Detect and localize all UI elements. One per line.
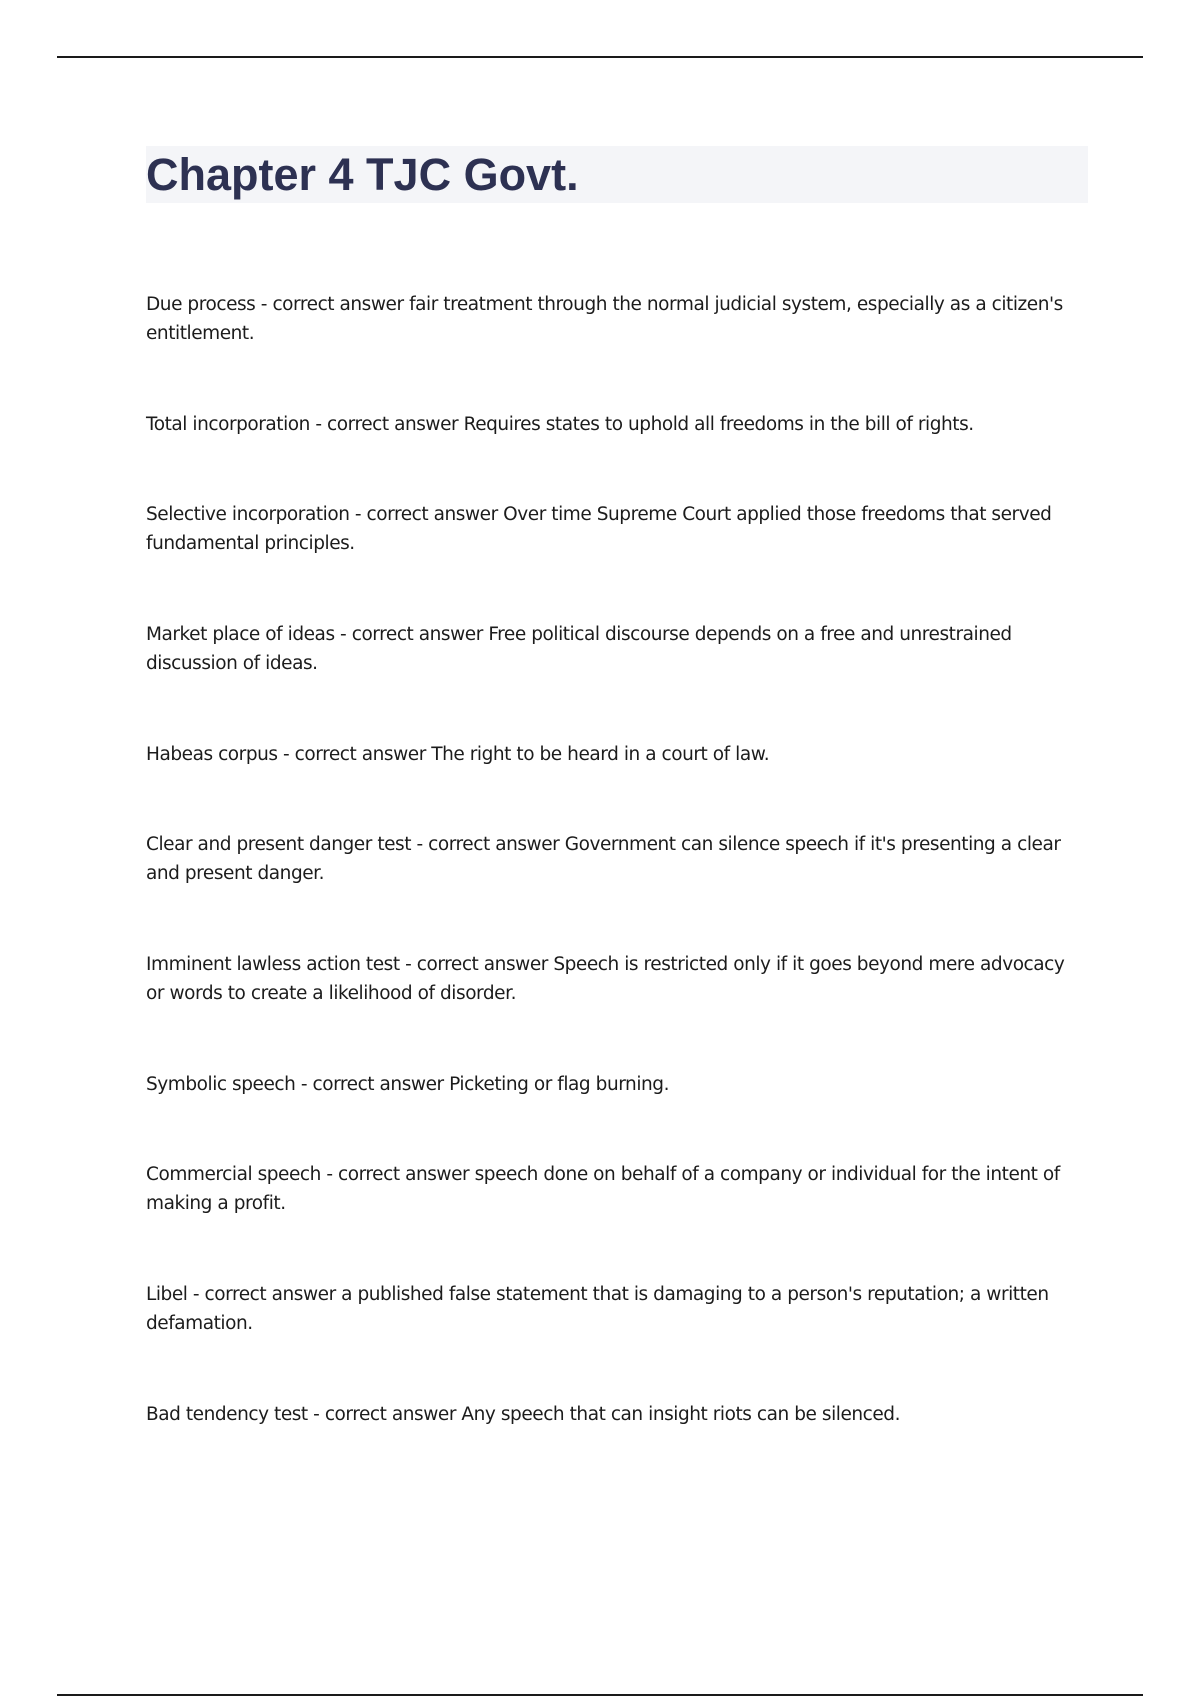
entry-selective-incorporation: Selective incorporation - correct answer Over time Supreme Court applied those freedoms that served fundamental principles. bbox=[146, 504, 1052, 554]
entry-due-process: Due process - correct answer fair treatment through the normal judicial system, especially as a citizen's entitlement. bbox=[146, 294, 1063, 344]
page-title: Chapter 4 TJC Govt. bbox=[146, 149, 579, 200]
entry-habeas-corpus: Habeas corpus - correct answer The right to be heard in a court of law. bbox=[146, 744, 770, 765]
top-rule bbox=[57, 56, 1143, 58]
entry-clear-and-present-danger: Clear and present danger test - correct answer Government can silence speech if it's presenting a clear and present danger. bbox=[146, 834, 1061, 884]
entry-symbolic-speech: Symbolic speech - correct answer Picketing or flag burning. bbox=[146, 1074, 670, 1095]
entry-total-incorporation: Total incorporation - correct answer Requires states to uphold all freedoms in the bill of rights. bbox=[146, 414, 974, 435]
entry-imminent-lawless-action: Imminent lawless action test - correct answer Speech is restricted only if it goes beyond mere advocacy or words to create a likelihood of disorder. bbox=[146, 954, 1065, 1004]
entry-market-place-of-ideas: Market place of ideas - correct answer Free political discourse depends on a free and unrestrained discussion of ideas. bbox=[146, 624, 1012, 674]
entry-commercial-speech: Commercial speech - correct answer speech done on behalf of a company or individual for the intent of making a profit. bbox=[146, 1164, 1060, 1214]
entry-libel: Libel - correct answer a published false statement that is damaging to a person's reputation; a written defamation. bbox=[146, 1284, 1049, 1334]
entry-bad-tendency-test: Bad tendency test - correct answer Any speech that can insight riots can be silenced. bbox=[146, 1404, 901, 1425]
bottom-rule bbox=[57, 1694, 1143, 1696]
